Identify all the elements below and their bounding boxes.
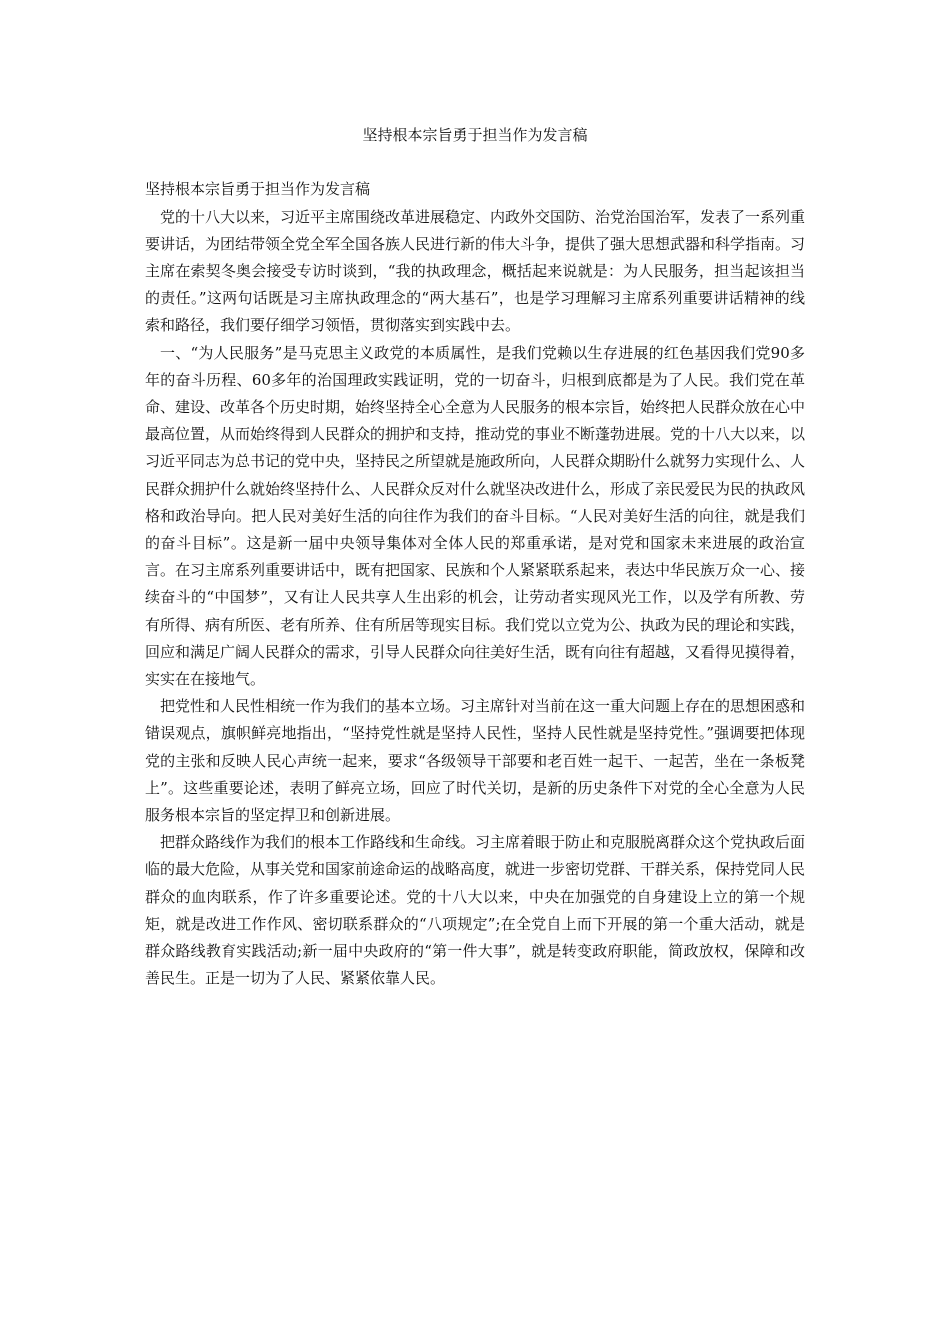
paragraph-section-one: 一、“为人民服务”是马克思主义政党的本质属性，是我们党赖以生存进展的红色基因我们党90多年的奋斗历程、60多年的治国理政实践证明，党的一切奋斗，归根到底都是为了人民。我们党在革命、建设、改革各个历史时期，始终坚持全心全意为人民服务的根本宗旨，始终把人民群众放在心中最高位置，从而始终得到人民群众的拥护和支持，推动党的事业不断蓬勃进展。党的十八大以来，以习近平同志为总书记的党中央，坚持民之所望就是施政所向，人民群众期盼什么就努力实现什么、人民群众拥护什么就始终坚持什么、人民群众反对什么就坚决改进什么，形成了亲民爱民为民的执政风格和政治导向。把人民对美好生活的向往作为我们的奋斗目标。“人民对美好生活的向往，就是我们的奋斗目标”。这是新一届中央领导集体对全体人民的郑重承诺，是对党和国家未来进展的政治宣言。在习主席系列重要讲话中，既有把国家、民族和个人紧紧联系起来，表达中华民族万众一心、接续奋斗的“中国梦”，又有让人民共享人生出彩的机会，让劳动者实现风光工作，以及学有所教、劳有所得、病有所医、老有所养、住有所居等现实目标。我们党以立党为公、执政为民的理论和实践，回应和满足广阔人民群众的需求，引导人民群众向往美好生活，既有向往有超越，又看得见摸得着，实实在在接地气。 — [145, 343, 806, 689]
title-spacer — [145, 149, 805, 176]
paragraph-mass-line: 把群众路线作为我们的根本工作路线和生命线。习主席着眼于防止和克服脱离群众这个党执政后面临的最大危险，从事关党和国家前途命运的战略高度，就进一步密切党群、干群关系，保持党同人民群众的血肉联系，作了许多重要论述。党的十八大以来，中央在加强党的自身建设上立的第一个规矩，就是改进工作作风、密切联系群众的“八项规定”;在全党自上而下开展的第一个重大活动，就是群众路线教育实践活动;新一届中央政府的“第一件大事”，就是转变政府职能，简政放权，保障和改善民生。正是一切为了人民、紧紧依靠人民。 — [145, 833, 806, 988]
page-title: 坚持根本宗旨勇于担当作为发言稿 — [362, 126, 588, 144]
paragraph-party-people: 把党性和人民性相统一作为我们的基本立场。习主席针对当前在这一重大问题上存在的思想困惑和错误观点，旗帜鲜亮地指出，“坚持党性就是坚持人民性，坚持人民性就是坚持党性。”强调要把体现党的主张和反映人民心声统一起来，要求“各级领导干部要和老百姓一起干、一起苦，坐在一条板凳上”。这些重要论述，表明了鲜亮立场，回应了时代关切，是新的历史条件下对党的全心全意为人民服务根本宗旨的坚定捍卫和创新进展。 — [145, 697, 806, 825]
document-subtitle: 坚持根本宗旨勇于担当作为发言稿 — [145, 180, 371, 199]
document-body — [145, 122, 805, 992]
paragraph-intro: 党的十八大以来，习近平主席围绕改革进展稳定、内政外交国防、治党治国治军，发表了一系列重要讲话，为团结带领全党全军全国各族人民进行新的伟大斗争，提供了强大思想武器和科学指南。习主席在索契冬奥会接受专访时谈到，“我的执政理念，概括起来说就是：为人民服务，担当起该担当的责任。”这两句话既是习主席执政理念的“两大基石”，也是学习理解习主席系列重要讲话精神的线索和路径，我们要仔细学习领悟，贯彻落实到实践中去。 — [145, 207, 806, 335]
